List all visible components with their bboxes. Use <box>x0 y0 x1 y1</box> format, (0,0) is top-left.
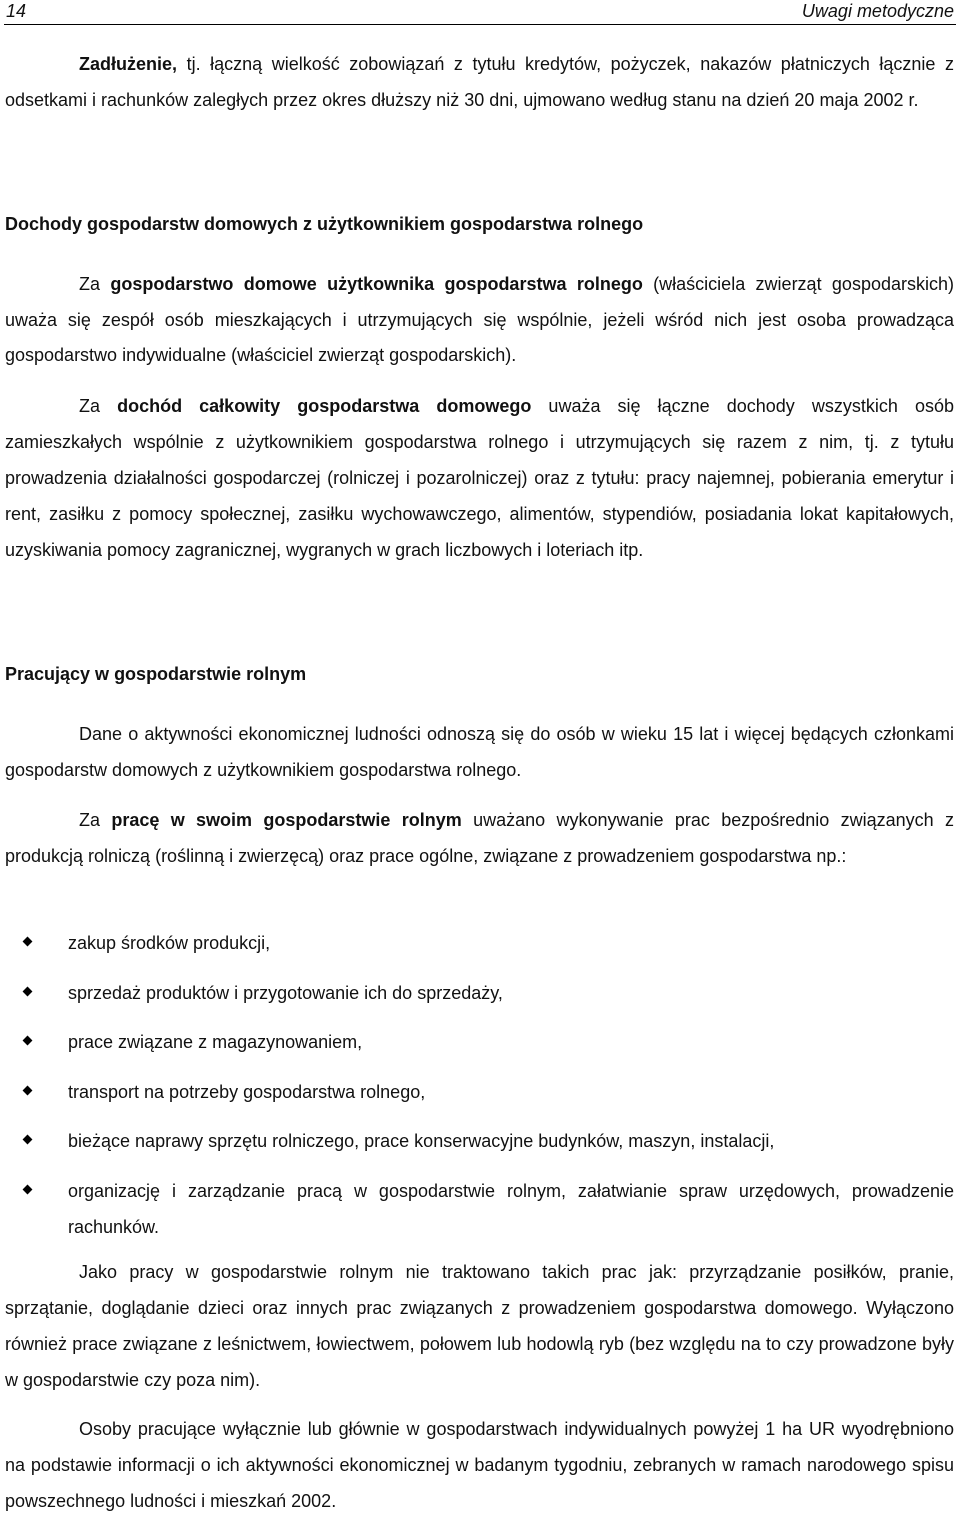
section-heading-income: Dochody gospodarstw domowych z użytkownikiem gospodarstwa rolnego <box>5 214 644 234</box>
section-heading-workers: Pracujący w gospodarstwie rolnym <box>5 664 307 684</box>
defined-term: gospodarstwo domowe użytkownika gospodarstwa rolnego <box>110 274 643 294</box>
bullet-diamond-icon <box>23 1135 33 1145</box>
text-run: Za <box>79 274 111 294</box>
list-item <box>22 1024 954 1060</box>
text-run: uważano wykonywanie prac bezpośrednio związanych z produkcją rolniczą (roślinną i zwierzęcą) oraz prace ogólne, związane z prowadzeniem gospodarstwa np.: <box>5 810 954 866</box>
text-run: uważa się łączne dochody wszystkich osób zamieszkałych wspólnie z użytkownikiem gospodarstwa rolnego i utrzymujących się razem z nim, tj. z tytułu prowadzenia działalności gospodarczej (rolniczej i pozarolniczej) oraz z tytułu: pracy najemnej, pobierania emerytur i rent, zasiłku z pomocy społecznej, zasiłku wychowawczego, alimentów, stypendiów, posiadania lokat kapitałowych, uzyskiwania pomocy zagranicznej, wygranych w grach liczbowych i loteriach itp. <box>5 396 954 560</box>
bullet-diamond-icon <box>23 1085 33 1095</box>
list-item-text: zakup środków produkcji, <box>68 933 271 953</box>
debt-paragraph <box>5 46 954 118</box>
text-run: Za <box>79 396 118 416</box>
list-item <box>22 925 954 961</box>
list-item <box>22 975 954 1011</box>
page-header <box>4 0 956 25</box>
census-paragraph: Osoby pracujące wyłącznie lub głównie w gospodarstwach indywidualnych powyżej 1 ha UR wyodrębniono na podstawie informacji o ich aktywności ekonomicznej w badanym tygodniu, zebranych w ramach narodowego spisu powszechnego ludności i mieszkań 2002. <box>5 1419 954 1511</box>
household-definition-paragraph <box>5 267 954 374</box>
defined-term: dochód całkowity gospodarstwa domowego <box>117 396 532 416</box>
list-item-text: transport na potrzeby gospodarstwa rolnego, <box>68 1081 426 1102</box>
list-item <box>22 1074 954 1110</box>
list-item-text: prace związane z magazynowaniem, <box>68 1032 363 1053</box>
income-definition-paragraph <box>5 388 954 568</box>
text-run: (właściciela zwierząt gospodarskich) uważa się zespół osób mieszkających i utrzymujących się wspólnie, jeżeli wśród nich jest osoba prowadząca gospodarstwo indywidualne (właściciel zwierząt gospodarskich). <box>5 274 954 365</box>
list-item <box>22 1173 954 1245</box>
farm-work-definition-paragraph <box>5 802 954 874</box>
bullet-diamond-icon <box>23 1185 33 1195</box>
list-item-text: organizację i zarządzanie pracą w gospodarstwie rolnym, załatwianie spraw urzędowych, prowadzenie rachunków. <box>68 1180 954 1237</box>
debt-term: Zadłużenie, <box>79 54 178 74</box>
page-number: 14 <box>6 1 27 21</box>
bullet-diamond-icon <box>23 937 33 947</box>
list-item-text: sprzedaż produktów i przygotowanie ich do sprzedaży, <box>68 982 503 1003</box>
bullet-diamond-icon <box>23 986 33 996</box>
bullet-diamond-icon <box>23 1036 33 1046</box>
defined-term: pracę w swoim gospodarstwie rolnym <box>111 810 462 830</box>
excluded-work-paragraph: Jako pracy w gospodarstwie rolnym nie traktowano takich prac jak: przyrządzanie posiłków, pranie, sprzątanie, doglądanie dzieci oraz innych prac związanych z prowadzeniem gospodarstwa domowego. Wyłączono również prace związane z leśnictwem, łowiectwem, połowem lub hodowlą ryb (bez względu na to czy prowadzone były w gospodarstwie czy poza nim). <box>5 1262 954 1390</box>
header-title: Uwagi metodyczne <box>801 1 954 21</box>
text-run: Za <box>79 810 112 830</box>
debt-text: tj. łączną wielkość zobowiązań z tytułu kredytów, pożyczek, nakazów płatniczych łącznie z odsetkami i rachunków zaległych przez okres dłuższy niż 30 dni, ujmowano według stanu na dzień 20 maja 2002 r. <box>5 54 954 110</box>
list-item-text: bieżące naprawy sprzętu rolniczego, prace konserwacyjne budynków, maszyn, instalacji, <box>68 1131 775 1152</box>
farm-work-list <box>22 925 954 1245</box>
economic-activity-paragraph: Dane o aktywności ekonomicznej ludności odnoszą się do osób w wieku 15 lat i więcej będących członkami gospodarstw domowych z użytkownikiem gospodarstwa rolnego. <box>5 724 954 780</box>
list-item <box>22 1123 954 1159</box>
